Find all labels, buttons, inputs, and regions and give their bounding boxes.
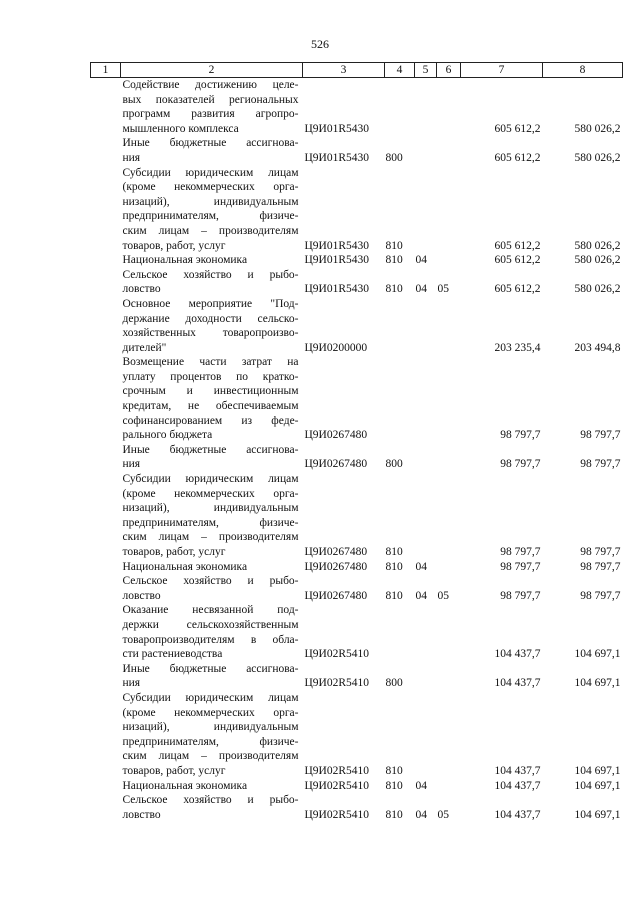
amount-col8-cell: 98 797,7: [580, 560, 621, 573]
item-name-line: Содействие достижению целе-: [122, 79, 299, 91]
section-cell: [415, 472, 437, 560]
section-cell: [415, 297, 437, 355]
expense-type-cell: 810: [385, 808, 403, 821]
amount-col8-cell: 580 026,2: [574, 239, 621, 252]
expense-type-cell: 810: [385, 546, 403, 558]
row-number-cell: [91, 78, 121, 137]
table-row: [91, 691, 623, 779]
item-name-line: предпринимателям, физиче-: [122, 516, 299, 529]
subsection-cell: [437, 253, 461, 268]
section-cell: 04: [415, 589, 427, 602]
item-name-line: срочным и инвестиционным: [122, 385, 299, 398]
row-number-cell: [91, 779, 121, 794]
expense-type-cell: 810: [385, 254, 403, 267]
amount-col8-cell: 104 697,1: [574, 764, 621, 777]
subsection-cell: 05: [437, 808, 449, 821]
subsection-cell: [437, 443, 461, 472]
table-header-row: [91, 63, 623, 78]
item-name-line: Иные бюджетные ассигнова-: [122, 662, 299, 675]
header-col-2: 2: [121, 63, 303, 78]
amount-col8-cell: 580 026,2: [574, 151, 621, 164]
target-code-cell: Ц9И01R5430: [304, 239, 370, 252]
item-name-line: ловство: [122, 589, 161, 602]
target-code-cell: Ц9И01R5430: [304, 254, 370, 267]
target-code-cell: Ц9И0267480: [304, 458, 368, 471]
amount-col7-cell: 104 437,7: [494, 764, 541, 777]
table-row: [91, 662, 623, 691]
item-name-line: софинансированием из феде-: [122, 414, 299, 427]
section-cell: [415, 662, 437, 691]
table-row: [91, 136, 623, 165]
target-code-cell: Ц9И02R5410: [304, 808, 370, 821]
item-name-line: (кроме некоммерческих орга-: [122, 487, 299, 500]
expense-type-cell: 810: [385, 239, 403, 252]
row-number-cell: [91, 793, 121, 822]
item-name-line: низаций), индивидуальным: [122, 721, 299, 734]
item-name-line: ния: [122, 677, 141, 690]
table-row: [91, 779, 623, 794]
item-name-line: товаропроизводителям в обла-: [122, 633, 299, 646]
expense-type-cell: 800: [385, 151, 403, 164]
header-col-5: 5: [415, 63, 437, 78]
item-name-line: низаций), индивидуальным: [122, 502, 299, 515]
amount-col7-cell: 605 612,2: [494, 151, 541, 164]
amount-col7-cell: 98 797,7: [500, 546, 541, 558]
item-name-line: рального бюджета: [122, 429, 213, 442]
item-name-line: хозяйственных товаропроизво-: [122, 327, 299, 340]
budget-table: [90, 62, 623, 822]
table-row: [91, 253, 623, 268]
target-code-cell: Ц9И0267480: [304, 560, 368, 573]
subsection-cell: [437, 779, 461, 794]
row-number-cell: [91, 355, 121, 443]
expense-type-cell: [385, 78, 415, 137]
table-row: [91, 78, 623, 137]
item-name-line: Субсидии юридическим лицам: [122, 473, 299, 486]
item-name-line: ловство: [122, 283, 161, 296]
subsection-cell: [437, 355, 461, 443]
item-name-line: товаров, работ, услуг: [122, 239, 226, 252]
subsection-cell: 05: [437, 589, 449, 602]
section-cell: 04: [415, 779, 427, 792]
subsection-cell: [437, 166, 461, 254]
table-row: [91, 268, 623, 297]
row-number-cell: [91, 472, 121, 560]
subsection-cell: [437, 78, 461, 137]
table-row: [91, 793, 623, 822]
row-number-cell: [91, 443, 121, 472]
item-name-line: Национальная экономика: [122, 779, 248, 792]
item-name-line: ния: [122, 151, 141, 164]
expense-type-cell: 800: [385, 677, 403, 690]
item-name-line: (кроме некоммерческих орга-: [122, 181, 299, 194]
item-name-line: держки сельскохозяйственным: [122, 618, 299, 631]
subsection-cell: [437, 691, 461, 779]
item-name-line: программ развития агропро-: [122, 108, 299, 121]
target-code-cell: Ц9И0267480: [304, 546, 368, 558]
item-name-cell: [121, 560, 303, 575]
section-cell: [415, 603, 437, 661]
item-name-line: Национальная экономика: [122, 560, 248, 573]
table-body: [91, 78, 623, 823]
amount-col7-cell: 98 797,7: [500, 589, 541, 602]
target-code-cell: Ц9И0267480: [304, 429, 368, 442]
item-name-line: Иные бюджетные ассигнова-: [122, 443, 299, 456]
target-code-cell: Ц9И0200000: [304, 341, 368, 354]
item-name-cell: [121, 472, 303, 560]
table-row: [91, 355, 623, 443]
section-cell: [415, 691, 437, 779]
amount-col7-cell: 98 797,7: [500, 560, 541, 573]
item-name-line: Основное мероприятие "Под-: [122, 297, 299, 310]
header-col-8: 8: [543, 63, 623, 78]
subsection-cell: [437, 603, 461, 661]
section-cell: [415, 78, 437, 137]
item-name-line: низаций), индивидуальным: [122, 195, 299, 208]
row-number-cell: [91, 253, 121, 268]
table-row: [91, 574, 623, 603]
amount-col7-cell: 104 437,7: [494, 808, 541, 821]
subsection-cell: [437, 560, 461, 575]
item-name-line: Субсидии юридическим лицам: [122, 691, 299, 704]
subsection-cell: [437, 297, 461, 355]
target-code-cell: Ц9И02R5410: [304, 764, 370, 777]
subsection-cell: [437, 472, 461, 560]
table-row: [91, 166, 623, 254]
expense-type-cell: 810: [385, 764, 403, 777]
amount-col7-cell: 605 612,2: [494, 122, 541, 135]
item-name-line: ским лицам – производителям: [122, 750, 299, 763]
item-name-line: ловство: [122, 808, 161, 821]
row-number-cell: [91, 574, 121, 603]
item-name-line: уплату процентов по кратко-: [122, 370, 299, 383]
amount-col7-cell: 605 612,2: [494, 239, 541, 252]
item-name-line: товаров, работ, услуг: [122, 764, 226, 777]
page-number: 526: [311, 37, 329, 51]
section-cell: [415, 166, 437, 254]
item-name-line: предпринимателям, физиче-: [122, 210, 299, 223]
item-name-line: мышленного комплекса: [122, 122, 239, 135]
item-name-line: Возмещение части затрат на: [122, 356, 299, 369]
table-row: [91, 603, 623, 661]
row-number-cell: [91, 136, 121, 165]
header-col-4: 4: [385, 63, 415, 78]
subsection-cell: [437, 136, 461, 165]
item-name-cell: [121, 793, 303, 822]
row-number-cell: [91, 662, 121, 691]
table-row: [91, 472, 623, 560]
item-name-cell: [121, 136, 303, 165]
expense-type-cell: [385, 355, 415, 443]
section-cell: 04: [415, 283, 427, 296]
section-cell: 04: [415, 560, 427, 573]
item-name-cell: [121, 297, 303, 355]
amount-col8-cell: 104 697,1: [574, 808, 621, 821]
item-name-line: Субсидии юридическим лицам: [122, 166, 299, 179]
item-name-cell: [121, 662, 303, 691]
amount-col8-cell: 98 797,7: [580, 429, 621, 442]
header-col-6: 6: [437, 63, 461, 78]
item-name-cell: [121, 355, 303, 443]
item-name-line: ским лицам – производителям: [122, 531, 299, 544]
target-code-cell: Ц9И02R5410: [304, 677, 370, 690]
amount-col8-cell: 580 026,2: [574, 283, 621, 296]
item-name-line: сти растениеводства: [122, 648, 223, 661]
row-number-cell: [91, 166, 121, 254]
expense-type-cell: 810: [385, 779, 403, 792]
amount-col8-cell: 104 697,1: [574, 648, 621, 661]
item-name-line: предпринимателям, физиче-: [122, 735, 299, 748]
item-name-line: дителей": [122, 341, 167, 354]
item-name-cell: [121, 268, 303, 297]
row-number-cell: [91, 603, 121, 661]
table-row: [91, 560, 623, 575]
amount-col7-cell: 98 797,7: [500, 429, 541, 442]
amount-col8-cell: 98 797,7: [580, 546, 621, 558]
item-name-line: Сельское хозяйство и рыбо-: [122, 575, 299, 588]
item-name-line: Сельское хозяйство и рыбо-: [122, 794, 299, 807]
amount-col8-cell: 104 697,1: [574, 677, 621, 690]
subsection-cell: 05: [437, 283, 449, 296]
target-code-cell: Ц9И02R5410: [304, 779, 370, 792]
item-name-line: ским лицам – производителям: [122, 224, 299, 237]
target-code-cell: Ц9И02R5410: [304, 648, 370, 661]
amount-col8-cell: 98 797,7: [580, 589, 621, 602]
item-name-line: Национальная экономика: [122, 254, 248, 267]
section-cell: [415, 443, 437, 472]
item-name-line: кредитам, не обеспечиваемым: [122, 400, 299, 413]
row-number-cell: [91, 691, 121, 779]
amount-col7-cell: 104 437,7: [494, 779, 541, 792]
amount-col7-cell: 104 437,7: [494, 677, 541, 690]
row-number-cell: [91, 268, 121, 297]
item-name-cell: [121, 574, 303, 603]
item-name-line: Сельское хозяйство и рыбо-: [122, 268, 299, 281]
item-name-line: ния: [122, 458, 141, 471]
item-name-cell: [121, 78, 303, 137]
table-row: [91, 297, 623, 355]
item-name-line: Иные бюджетные ассигнова-: [122, 137, 299, 150]
amount-col8-cell: 580 026,2: [574, 122, 621, 135]
row-number-cell: [91, 297, 121, 355]
subsection-cell: [437, 662, 461, 691]
expense-type-cell: 800: [385, 458, 403, 471]
amount-col7-cell: 605 612,2: [494, 254, 541, 267]
section-cell: 04: [415, 254, 427, 267]
item-name-cell: [121, 166, 303, 254]
expense-type-cell: 810: [385, 283, 403, 296]
amount-col8-cell: 203 494,8: [574, 341, 621, 354]
item-name-cell: [121, 253, 303, 268]
expense-type-cell: 810: [385, 560, 403, 573]
item-name-cell: [121, 603, 303, 661]
target-code-cell: Ц9И01R5430: [304, 283, 370, 296]
item-name-cell: [121, 691, 303, 779]
target-code-cell: Ц9И0267480: [304, 589, 368, 602]
item-name-line: товаров, работ, услуг: [122, 546, 226, 558]
item-name-line: вых показателей региональных: [122, 93, 299, 106]
amount-col7-cell: 203 235,4: [494, 341, 541, 354]
target-code-cell: Ц9И01R5430: [304, 122, 370, 135]
header-col-7: 7: [461, 63, 543, 78]
target-code-cell: Ц9И01R5430: [304, 151, 370, 164]
expense-type-cell: [385, 603, 415, 661]
amount-col7-cell: 104 437,7: [494, 648, 541, 661]
header-col-3: 3: [303, 63, 385, 78]
header-col-1: 1: [91, 63, 121, 78]
amount-col8-cell: 98 797,7: [580, 458, 621, 471]
amount-col7-cell: 98 797,7: [500, 458, 541, 471]
item-name-line: держание доходности сельско-: [122, 312, 299, 325]
item-name-cell: [121, 443, 303, 472]
section-cell: 04: [415, 808, 427, 821]
expense-type-cell: 810: [385, 589, 403, 602]
section-cell: [415, 136, 437, 165]
item-name-cell: [121, 779, 303, 794]
item-name-line: (кроме некоммерческих орга-: [122, 706, 299, 719]
expense-type-cell: [385, 297, 415, 355]
section-cell: [415, 355, 437, 443]
amount-col7-cell: 605 612,2: [494, 283, 541, 296]
item-name-line: Оказание несвязанной под-: [122, 604, 299, 617]
table-row: [91, 443, 623, 472]
amount-col8-cell: 104 697,1: [574, 779, 621, 792]
row-number-cell: [91, 560, 121, 575]
amount-col8-cell: 580 026,2: [574, 254, 621, 267]
